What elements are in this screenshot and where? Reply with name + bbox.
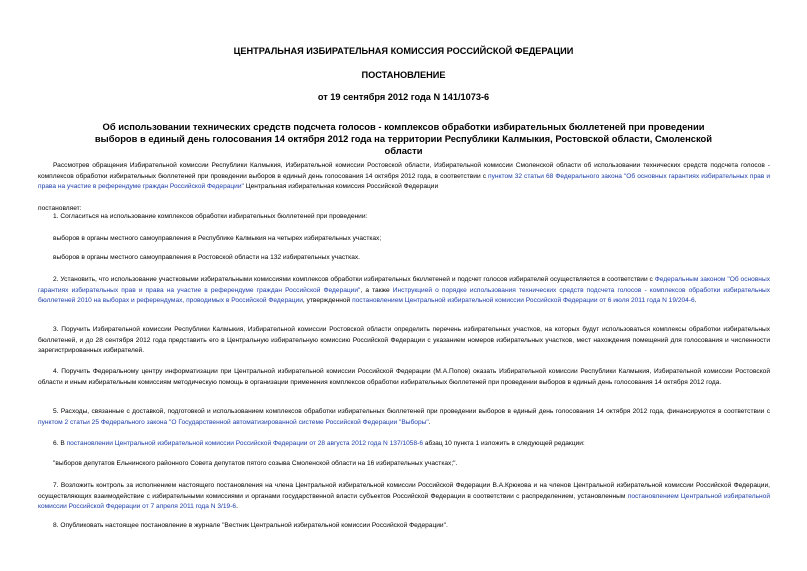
item-6-text: 6. В (53, 440, 67, 447)
issuing-organization: ЦЕНТРАЛЬНАЯ ИЗБИРАТЕЛЬНАЯ КОМИССИЯ РОССИЙСКОЙ ФЕДЕРАЦИИ (233, 46, 574, 56)
item-4: 4. Поручить Федеральному центру информатизации при Центральной избирательной комиссии Российской Федерации (М.А.Попов) оказать Избирательной комиссии Республики Калмыкия, Избирательной комиссии Ростовской области и иным избирательным комиссиям методическую помощь в организации применения комплексов обработки избирательных бюллетеней при проведении выборов в единый день голосования 14 октября 2012 года. (38, 368, 770, 386)
item-2-text-d: . (694, 297, 697, 305)
preamble-text-end: Центральная избирательная комиссия Российской Федерации (243, 183, 439, 191)
item-7-text-end: . (236, 503, 238, 511)
item-2-federal-law-link[interactable]: Федеральным законом "Об основных гарантиях избирательных прав и права на участие в референдуме граждан Российской Федерации" (38, 276, 770, 294)
item-1-rostov: выборов в органы местного самоуправления в Ростовской области на 132 избирательных участках. (53, 254, 360, 261)
preamble-paragraph (38, 161, 770, 193)
item-2-text: 2. Установить, что использование участковыми избирательными комиссиями комплексов обработки избирательных бюллетеней и подсчет голосов избирателей осуществляется в соответствии с (53, 276, 655, 283)
item-6-quote: "выборов депутатов Ельнинского районного Совета депутатов пятого созыва Смоленской области на 16 избирательных участках;". (53, 460, 458, 467)
item-6-text-end: абзац 10 пункта 1 изложить в следующей редакции: (423, 440, 585, 447)
document-title: Об использовании технических средств подсчета голосов - комплексов обработки избирательных бюллетеней при проведении выборов в единый день голосования 14 октября 2012 года на территории Республики Калмыкия, Ростовской области, Смоленской области (94, 121, 713, 156)
item-6-resolution-link[interactable]: постановлении Центральной избирательной комиссии Российской Федерации от 28 августа 2012 года N 137/1058-6 (66, 440, 423, 447)
item-1-kalmykia: выборов в органы местного самоуправления в Республике Калмыкия на четырех избирательных участках; (53, 235, 382, 242)
item-2-instruction-link[interactable]: Инструкцией о порядке использования технических средств подсчета голосов - комплексов обработки избирательных бюллетеней 2010 на выборах и референдумах, проводимых в Российской Федерации (38, 286, 771, 305)
resolves-label: постановляет: (38, 205, 82, 212)
item-7 (38, 481, 770, 513)
preamble-text: Рассмотрев обращения Избирательной комиссии Республики Калмыкия, Избирательной комиссии Ростовской области, Избирательной комиссии Смоленской области об использовании технических средств подсчета голосов - комплексов обработки избирательных бюллетеней при проведении выборов в единый день голосования 14 октября 2012 года, в соответствии с (38, 162, 770, 180)
item-7-text: 7. Возложить контроль за исполнением настоящего постановления на члена Центральной избирательной комиссии Российской Федерации В.А.Крюкова и на членов Центральной избирательной комиссии Российской Федерации, осуществляющих взаимодействие с избирательными комиссиями и органами государственной власти субъектов Российской Федерации в соответствии с распределением, установленным (38, 482, 770, 500)
item-5 (38, 407, 770, 428)
item-3: 3. Поручить Избирательной комиссии Республики Калмыкия, Избирательной комиссии Ростовской области определить перечень избирательных участков, на которых будут использоваться комплексы обработки избирательных бюллетеней, и до 28 сентября 2012 года представить его в Центральную избирательную комиссию Российской Федерации с указанием номеров избирательных участков, мест нахождения помещений для голосования и численности зарегистрированных избирателей. (38, 326, 770, 355)
item-2-text-c: , утвержденной (302, 297, 353, 305)
item-7-resolution-link[interactable]: постановлением Центральной избирательной комиссии Российской Федерации от 7 апреля 2011 года N 3/19-6 (38, 492, 770, 511)
item-5-text: 5. Расходы, связанные с доставкой, подготовкой и использованием комплексов обработки избирательных бюллетеней при проведении выборов в единый день голосования 14 октября 2012 года, финансируются в соответствии с (53, 408, 770, 415)
preamble-law-link[interactable]: пунктом 32 статьи 68 Федерального закона "Об основных гарантиях избирательных прав и права на участие в референдуме граждан Российской Федерации" (38, 172, 770, 191)
item-5-text-end: . (428, 418, 431, 426)
item-2-resolution-link[interactable]: постановлением Центральной избирательной комиссии Российской Федерации от 6 июля 2011 года N 19/204-6 (352, 297, 695, 305)
document-date-number: от 19 сентября 2012 года N 141/1073-6 (317, 92, 490, 102)
item-2-text-b: , а также (360, 286, 393, 294)
item-2 (38, 275, 770, 307)
document-type: ПОСТАНОВЛЕНИЕ (361, 70, 446, 80)
item-1: 1. Согласиться на использование комплексов обработки избирательных бюллетеней при проведении: (53, 213, 368, 220)
item-5-law-link[interactable]: пунктом 2 статьи 25 Федерального закона "О Государственной автоматизированной системе Российской Федерации "Выборы" (38, 418, 429, 426)
item-6 (53, 440, 585, 447)
item-8: 8. Опубликовать настоящее постановление в журнале "Вестник Центральной избирательной комиссии Российской Федерации". (53, 522, 448, 529)
